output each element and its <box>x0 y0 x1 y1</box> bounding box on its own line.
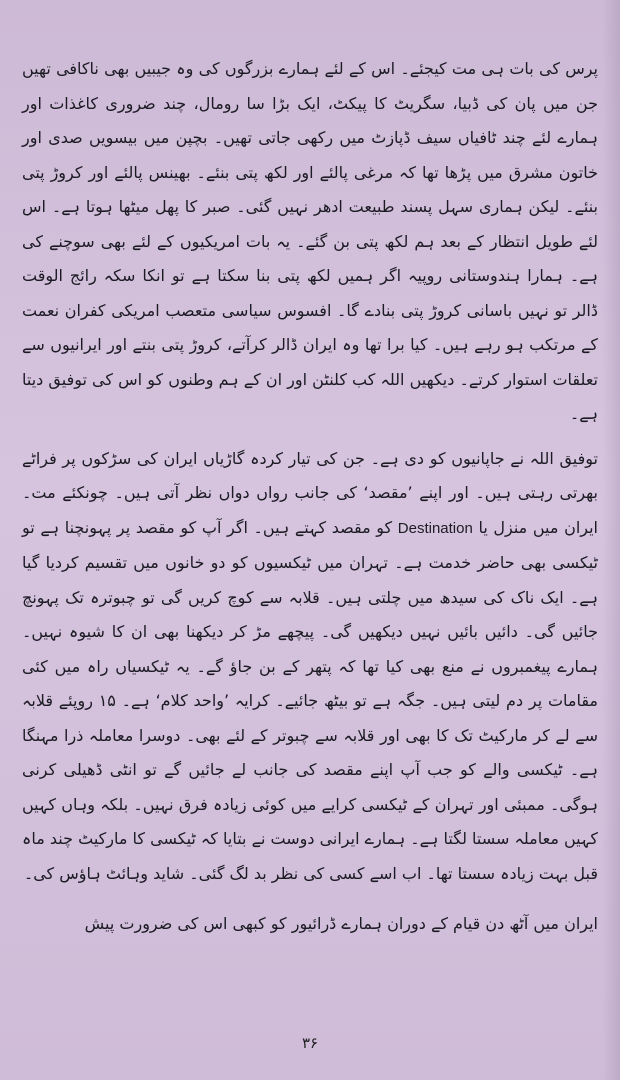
paragraph-3 <box>22 907 598 942</box>
paragraph-2-text-end: کو مقصد کہتے ہیں۔ اگر آپ کو مقصد پر پہونچنا ہے تو ٹیکسی بھی حاضر خدمت ہے۔ تہران میں ٹیکسیوں کو دو خانوں میں تقسیم کردیا گیا ہے۔ ایک ناک کی سیدھ میں چلتی ہیں۔ قلابہ سے کوچ کریں گی تو چبوترہ تک پہونچ جائیں گی۔ دائیں بائیں نہیں دیکھیں گی۔ پیچھے مڑ کر دیکھنا بھی ان کا شیوہ نہیں۔ ہمارے پیغمبروں نے منع بھی کیا تھا کہ پتھر کے بن جاؤ گے۔ یہ ٹیکسیاں راہ میں کئی مقامات پر دم لیتی ہیں۔ جگہ ہے تو بیٹھ جائیے۔ کرایہ ’واحد کلام‘ ہے۔ ۱۵ روپئے قلابہ سے لے کر مارکیٹ تک کا بھی اور قلابہ سے چبوتر کے لئے بھی۔ دوسرا معاملہ ذرا مہنگا ہے۔ ٹیکسی والے کو جب آپ اپنے مقصد کی جانب لے جائیں گے تو انٹی ڈھیلی کرنی ہوگی۔ ممبئی اور تہران کے ٹیکسی کرایے میں کوئی زیادہ فرق نہیں۔ بلکہ وہاں کہیں کہیں معاملہ سستا لگتا ہے۔ ہمارے ایرانی دوست نے بتایا کہ ٹیکسی کا مارکیٹ چند ماہ قبل بہت زیادہ سستا تھا۔ اب اسے کسی کی نظر بد لگ گئی۔ شاید وہائٹ ہاؤس کی۔ <box>22 517 598 883</box>
paragraph-3-text: ایران میں آٹھ دن قیام کے دوران ہمارے ڈرائیور کو کبھی اس کی ضرورت پیش <box>84 914 598 933</box>
paragraph-1 <box>22 52 598 432</box>
paragraph-2-text-start: توفیق اللہ نے جاپانیوں کو دی ہے۔ جن کی تیار کردہ گاڑیاں ایران کی سڑکوں پر فراٹے بھرتی رہتی ہیں۔ اور اپنے ’مقصد‘ کی جانب رواں دواں نظر آتی ہیں۔ چونکئے مت۔ ایران میں منزل یا <box>22 448 598 537</box>
english-term: Destination <box>397 519 473 537</box>
paragraph-2 <box>22 442 598 892</box>
paragraph-1-text: پرس کی بات ہی مت کیجئے۔ اس کے لئے ہمارے بزرگوں کی وہ جیبیں بھی ناکافی تھیں جن میں پان کی ڈبیا، سگریٹ کا پیکٹ، ایک بڑا سا رومال، چند ضروری کاغذات اور ہمارے لئے چند ٹافیاں سیف ڈپازٹ میں رکھی جاتی تھیں۔ بچپن میں بیسویں صدی اور خاتون مشرق میں پڑھا تھا کہ مرغی پالئے اور لکھ پتی بنئے۔ بھینس پالئے اور کروڑ پتی بنئے۔ لیکن ہماری سہل پسند طبیعت ادھر نہیں گئی۔ صبر کا پھل میٹھا ہوتا ہے۔ اس لئے طویل انتظار کے بعد ہم لکھ پتی بن گئے۔ یہ بات امریکیوں کے لئے بھی سوچنے کی ہے۔ ہمارا ہندوستانی روپیہ اگر ہمیں لکھ پتی بنا سکتا ہے تو انکا سکہ رائج الوقت ڈالر تو نہیں باسانی کروڑ پتی بنادے گا۔ افسوس سیاسی متعصب امریکی کفران نعمت کے مرتکب ہو رہے ہیں۔ کیا برا تھا وہ ایران ڈالر کرآتے، کروڑ پتی بنتے اور ایرانیوں سے تعلقات استوار کرتے۔ دیکھیں اللہ کب کلنٹن اور ان کے ہم وطنوں کو اس کی توفیق دیتا ہے۔ <box>22 59 598 423</box>
page-number: ۳۶ <box>301 1034 319 1052</box>
page-edge-shadow <box>602 0 620 1080</box>
